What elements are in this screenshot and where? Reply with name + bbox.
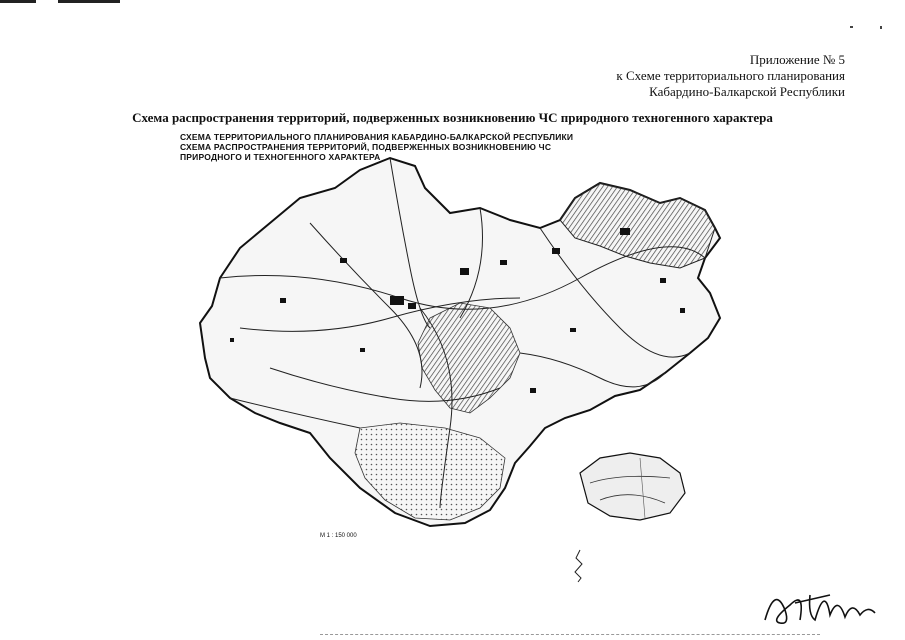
appendix-header <box>616 52 845 100</box>
scan-corner-mark <box>0 0 130 6</box>
appendix-line: Приложение № 5 <box>749 52 845 67</box>
appendix-line: к Схеме территориального планирования <box>616 68 845 83</box>
document-title: Схема распространения территорий, подверженных возникновению ЧС природного техногенного характера <box>132 110 773 125</box>
map-heading-line: СХЕМА РАСПРОСТРАНЕНИЯ ТЕРРИТОРИЙ, ПОДВЕРЖЕННЫХ ВОЗНИКНОВЕНИЮ ЧС <box>180 142 552 152</box>
region-map <box>160 128 780 548</box>
map-heading-line: ПРИРОДНОГО И ТЕХНОГЕННОГО ХАРАКТЕРА <box>180 152 381 162</box>
margin-scribble <box>572 548 586 584</box>
scan-speck <box>880 26 882 29</box>
handwritten-signature <box>760 575 880 630</box>
map-heading-line: СХЕМА ТЕРРИТОРИАЛЬНОГО ПЛАНИРОВАНИЯ КАБАРДИНО-БАЛКАРСКОЙ РЕСПУБЛИКИ <box>180 132 574 142</box>
scan-speck <box>850 26 853 28</box>
map-heading <box>180 132 573 162</box>
appendix-line: Кабардино-Балкарской Республики <box>649 84 845 99</box>
map-figure <box>160 128 780 548</box>
page-bottom-edge <box>320 634 820 635</box>
map-scale: М 1 : 150 000 <box>320 533 357 539</box>
inset-map <box>580 453 685 520</box>
